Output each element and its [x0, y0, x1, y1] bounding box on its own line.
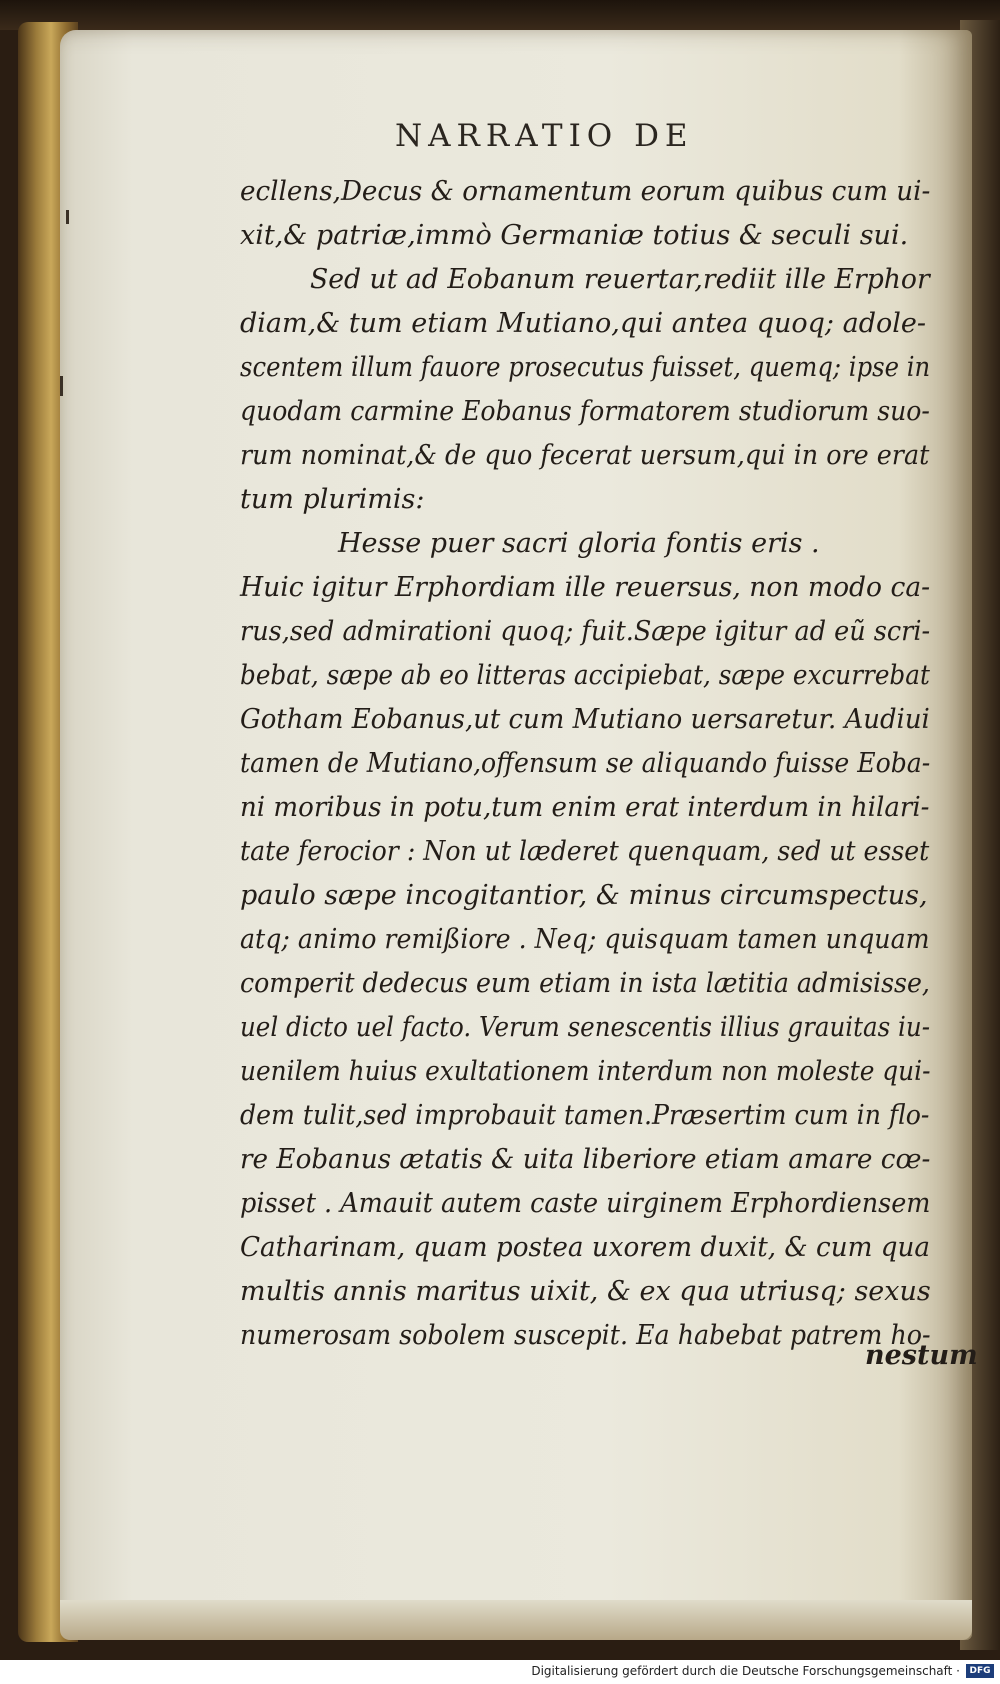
text-line: pisset . Amauit autem caste uirginem Erphordiensem: [240, 1188, 931, 1219]
text-line: atq; animo remißiore . Neq; quisquam tamen unquam: [240, 924, 930, 955]
digitization-footer: [0, 1660, 1000, 1684]
text-line: ni moribus in potu,tum enim erat interdum in hilari-: [240, 792, 930, 823]
dfg-logo: DFG: [966, 1664, 994, 1678]
text-line: dem tulit,sed improbauit tamen.Præsertim cum in flo-: [240, 1100, 930, 1131]
funding-credit: Digitalisierung gefördert durch die Deutsche Forschungsgemeinschaft ·: [531, 1664, 960, 1678]
text-line: rum nominat,& de quo fecerat uersum,qui in ore erat: [240, 440, 930, 471]
text-line: tamen de Mutiano,offensum se aliquando fuisse Eoba-: [240, 748, 931, 779]
text-line: multis annis maritus uixit, & ex qua utriusq; sexus: [240, 1276, 931, 1307]
text-line: tate ferocior : Non ut læderet quenquam, sed ut esset: [240, 836, 930, 867]
text-line: Gotham Eobanus,ut cum Mutiano uersaretur. Audiui: [240, 704, 930, 735]
margin-mark: [60, 376, 63, 396]
margin-mark: [66, 210, 69, 224]
text-line: bebat, sæpe ab eo litteras accipiebat, sæpe excurrebat: [240, 660, 930, 691]
text-line: re Eobanus ætatis & uita liberiore etiam amare cœ-: [240, 1144, 931, 1175]
text-line: numerosam sobolem suscepit. Ea habebat patrem ho-: [240, 1320, 931, 1351]
page-bottom-edge: [60, 1600, 972, 1640]
text-line: Catharinam, quam postea uxorem duxit, & cum qua: [240, 1232, 930, 1263]
text-line: Huic igitur Erphordiam ille reuersus, non modo ca-: [240, 572, 931, 603]
text-line: scentem illum fauore prosecutus fuisset, quemq; ipse in: [240, 352, 931, 383]
text-line: tum plurimis:: [240, 484, 425, 515]
text-line: comperit dedecus eum etiam in ista lætitia admisisse,: [240, 968, 930, 999]
text-line: Sed ut ad Eobanum reuertar,rediit ille Erphor: [310, 264, 930, 295]
text-line: xit,& patriæ,immò Germaniæ totius & seculi sui.: [240, 220, 909, 251]
text-line: uenilem huius exultationem interdum non moleste qui-: [240, 1056, 931, 1087]
text-line: paulo sæpe incogitantior, & minus circumspectus,: [240, 880, 928, 911]
running-head: NARRATIO DE: [395, 118, 694, 154]
text-line: quodam carmine Eobanus formatorem studiorum suo-: [240, 396, 930, 427]
catchword: nestum: [865, 1340, 978, 1371]
text-line: ecllens,Decus & ornamentum eorum quibus cum ui-: [240, 176, 931, 207]
verse-line: Hesse puer sacri gloria fontis eris .: [338, 528, 820, 559]
book-cover-top: [0, 0, 1000, 30]
text-line: uel dicto uel facto. Verum senescentis illius grauitas iu-: [240, 1012, 931, 1043]
text-line: rus,sed admirationi quoq; fuit.Sæpe igitur ad eũ scri-: [240, 616, 931, 647]
text-line: diam,& tum etiam Mutiano,qui antea quoq; adole-: [240, 308, 926, 339]
